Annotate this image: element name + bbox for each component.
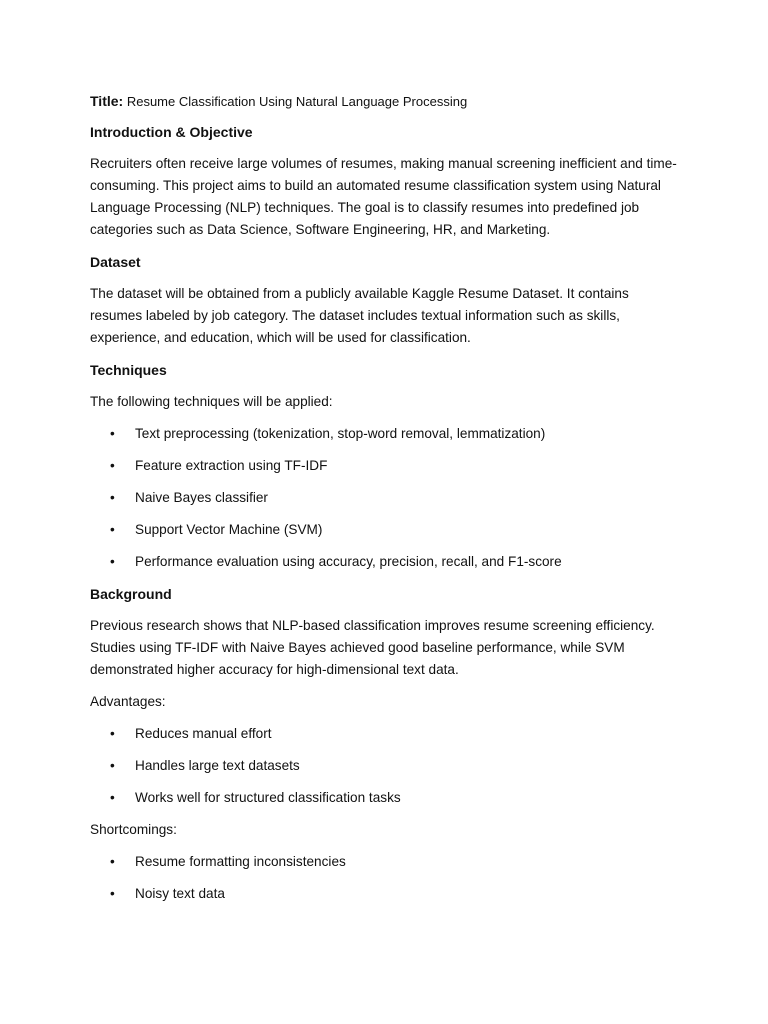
bullet-icon: • [110,522,115,537]
heading-background: Background [90,586,172,602]
bullet-icon: • [110,854,115,869]
heading-dataset: Dataset [90,254,141,270]
list-item-text: Resume formatting inconsistencies [135,854,346,869]
advantages-label: Advantages: [90,694,166,709]
list-item-text: Naive Bayes classifier [135,490,268,505]
bullet-icon: • [110,458,115,473]
bullet-icon: • [110,554,115,569]
shortcomings-list [90,851,680,905]
list-item [90,723,680,745]
paragraph-dataset: The dataset will be obtained from a publicly available Kaggle Resume Dataset. It contains resumes labeled by job category. The dataset includes textual information such as skills, experience, and education, which will be used for classification. [90,286,629,345]
list-item-text: Support Vector Machine (SVM) [135,522,323,537]
list-item-text: Feature extraction using TF-IDF [135,458,328,473]
bullet-icon: • [110,886,115,901]
paragraph-techniques-lead: The following techniques will be applied: [90,394,333,409]
bullet-icon: • [110,426,115,441]
advantages-list [90,723,680,809]
document-title [90,90,680,113]
paragraph-background: Previous research shows that NLP-based classification improves resume screening efficiency. Studies using TF-IDF with Naive Bayes achieved good baseline performance, while SVM demonstrated higher accuracy for high-dimensional text data. [90,618,655,677]
bullet-icon: • [110,726,115,741]
title-key: Title: [90,93,124,109]
techniques-list [90,423,680,573]
list-item [90,455,680,477]
bullet-icon: • [110,790,115,805]
list-item-text: Reduces manual effort [135,726,272,741]
list-item [90,551,680,573]
list-item-text: Text preprocessing (tokenization, stop-word removal, lemmatization) [135,426,546,441]
list-item [90,519,680,541]
heading-techniques: Techniques [90,362,167,378]
list-item [90,755,680,777]
bullet-icon: • [110,758,115,773]
list-item-text: Handles large text datasets [135,758,300,773]
list-item [90,787,680,809]
list-item [90,487,680,509]
list-item-text: Performance evaluation using accuracy, precision, recall, and F1-score [135,554,562,569]
document-body [90,90,680,915]
list-item [90,423,680,445]
list-item-text: Noisy text data [135,886,225,901]
list-item-text: Works well for structured classification tasks [135,790,401,805]
paragraph-introduction: Recruiters often receive large volumes of resumes, making manual screening inefficient and time-consuming. This project aims to build an automated resume classification system using Natural Language Processing (NLP) techniques. The goal is to classify resumes into predefined job categories such as Data Science, Software Engineering, HR, and Marketing. [90,156,677,237]
title-text: Resume Classification Using Natural Language Processing [126,94,468,109]
list-item [90,883,680,905]
shortcomings-label: Shortcomings: [90,822,177,837]
bullet-icon: • [110,490,115,505]
heading-introduction: Introduction & Objective [90,124,253,140]
list-item [90,851,680,873]
